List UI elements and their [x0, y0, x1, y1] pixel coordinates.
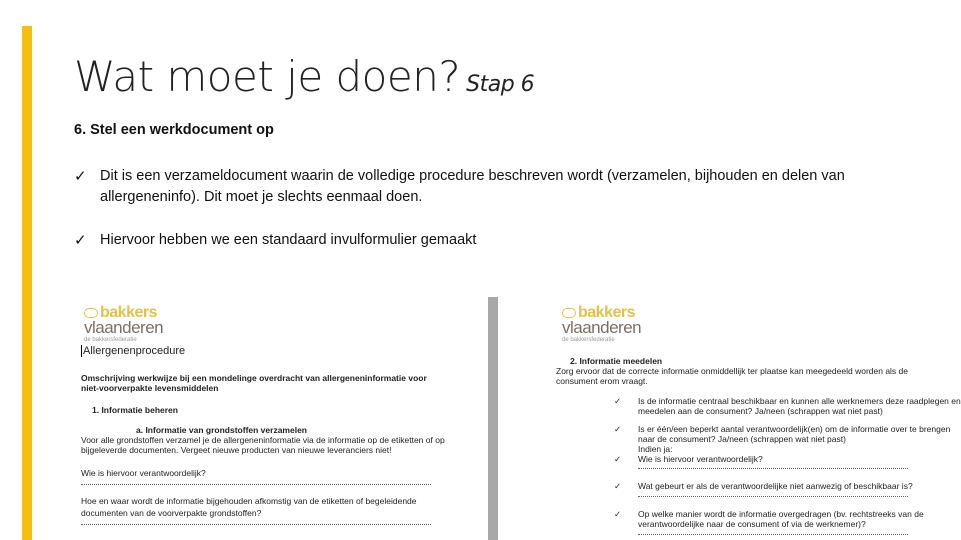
document-preview-left	[70, 298, 486, 540]
check-icon: ✓	[74, 232, 87, 249]
fill-line	[638, 468, 908, 469]
check-icon: ✓	[614, 424, 622, 434]
check-icon: ✓	[614, 454, 622, 464]
title-main: Wat moet je doen?	[74, 52, 461, 101]
bullet-item	[74, 230, 894, 251]
check-icon: ✓	[614, 396, 622, 406]
doc-text: Hoe en waar wordt de informatie bijgehouden afkomstig van de etiketten of begeleidende	[81, 496, 417, 506]
fill-line	[81, 524, 431, 525]
text-cursor	[81, 345, 82, 357]
doc-check-text: verantwoordelijke naar de consument of via de werknemer)?	[638, 519, 866, 529]
bakkers-vlaanderen-logo: bakkers vlaanderen de bakkersfederatie	[84, 304, 164, 343]
doc-check-text: Wie is hiervoor verantwoordelijk?	[638, 454, 763, 464]
doc-text: bijgeleverde documenten. Vergeet nieuwe producten van nieuwe leveranciers niet!	[81, 445, 392, 455]
doc-intro: niet-voorverpakte levensmiddelen	[81, 383, 219, 393]
doc-check-text: naar de consument? Ja/neen (schrappen wat niet past)	[638, 434, 846, 444]
doc-check-text: Op welke manier wordt de informatie overgedragen (bv. rechtstreeks van de	[638, 509, 924, 519]
check-icon: ✓	[614, 481, 622, 491]
bakkers-vlaanderen-logo: bakkers vlaanderen de bakkersfederatie	[562, 304, 642, 343]
doc-intro: Omschrijving werkwijze bij een mondelinge overdracht van allergeneninformatie voor	[81, 373, 427, 383]
bullet-text: Dit is een verzameldocument waarin de volledige procedure beschreven wordt (verzamelen, bijhouden en delen van allergeneninfo). Dit moet je slechts eenmaal doen.	[100, 168, 845, 205]
doc-check-text: Is de informatie centraal beschikbaar en kunnen alle werknemers deze raadplegen en	[638, 396, 961, 406]
doc-question: Wie is hiervoor verantwoordelijk?	[81, 468, 206, 478]
cloud-icon	[562, 308, 576, 318]
bullet-item	[74, 166, 894, 208]
doc-check-text: Wat gebeurt er als de verantwoordelijke niet aanwezig of beschikbaar is?	[638, 481, 913, 491]
bullet-text: Hiervoor hebben we een standaard invulformulier gemaakt	[100, 232, 477, 248]
step-heading: 6. Stel een werkdocument op	[74, 122, 274, 138]
doc-check-text: Is er één/een beperkt aantal verantwoordelijk(en) om de informatie over te brengen	[638, 424, 951, 434]
doc-text: Voor alle grondstoffen verzamel je de allergeneninformatie via de informatie op de etiketten of op	[81, 435, 445, 445]
slide-title	[74, 52, 534, 101]
document-preview-right	[548, 298, 961, 540]
fill-line	[638, 534, 908, 535]
document-divider	[488, 297, 498, 540]
doc-check-text: Indien ja:	[638, 444, 673, 454]
cloud-icon	[84, 308, 98, 318]
doc-section: 2. Informatie meedelen	[570, 356, 663, 366]
fill-line	[638, 496, 908, 497]
accent-bar	[22, 26, 32, 540]
doc-section: 1. Informatie beheren	[92, 405, 178, 415]
check-icon: ✓	[614, 509, 622, 519]
doc-check-text: meedelen aan de consument? Ja/neen (schrappen wat niet past)	[638, 406, 883, 416]
check-icon: ✓	[74, 168, 87, 185]
title-sub: Stap 6	[466, 72, 535, 97]
doc-title: Allergenenprocedure	[83, 345, 186, 357]
doc-text: documenten van de voorverpakte grondstoffen?	[81, 508, 262, 518]
doc-subsection: a. Informatie van grondstoffen verzamelen	[136, 425, 307, 435]
doc-text: Zorg ervoor dat de correcte informatie onmiddellijk ter plaatse kan meegedeeld worden als de	[556, 366, 908, 376]
fill-line	[81, 484, 431, 485]
doc-text: consument erom vraagt.	[556, 376, 648, 386]
